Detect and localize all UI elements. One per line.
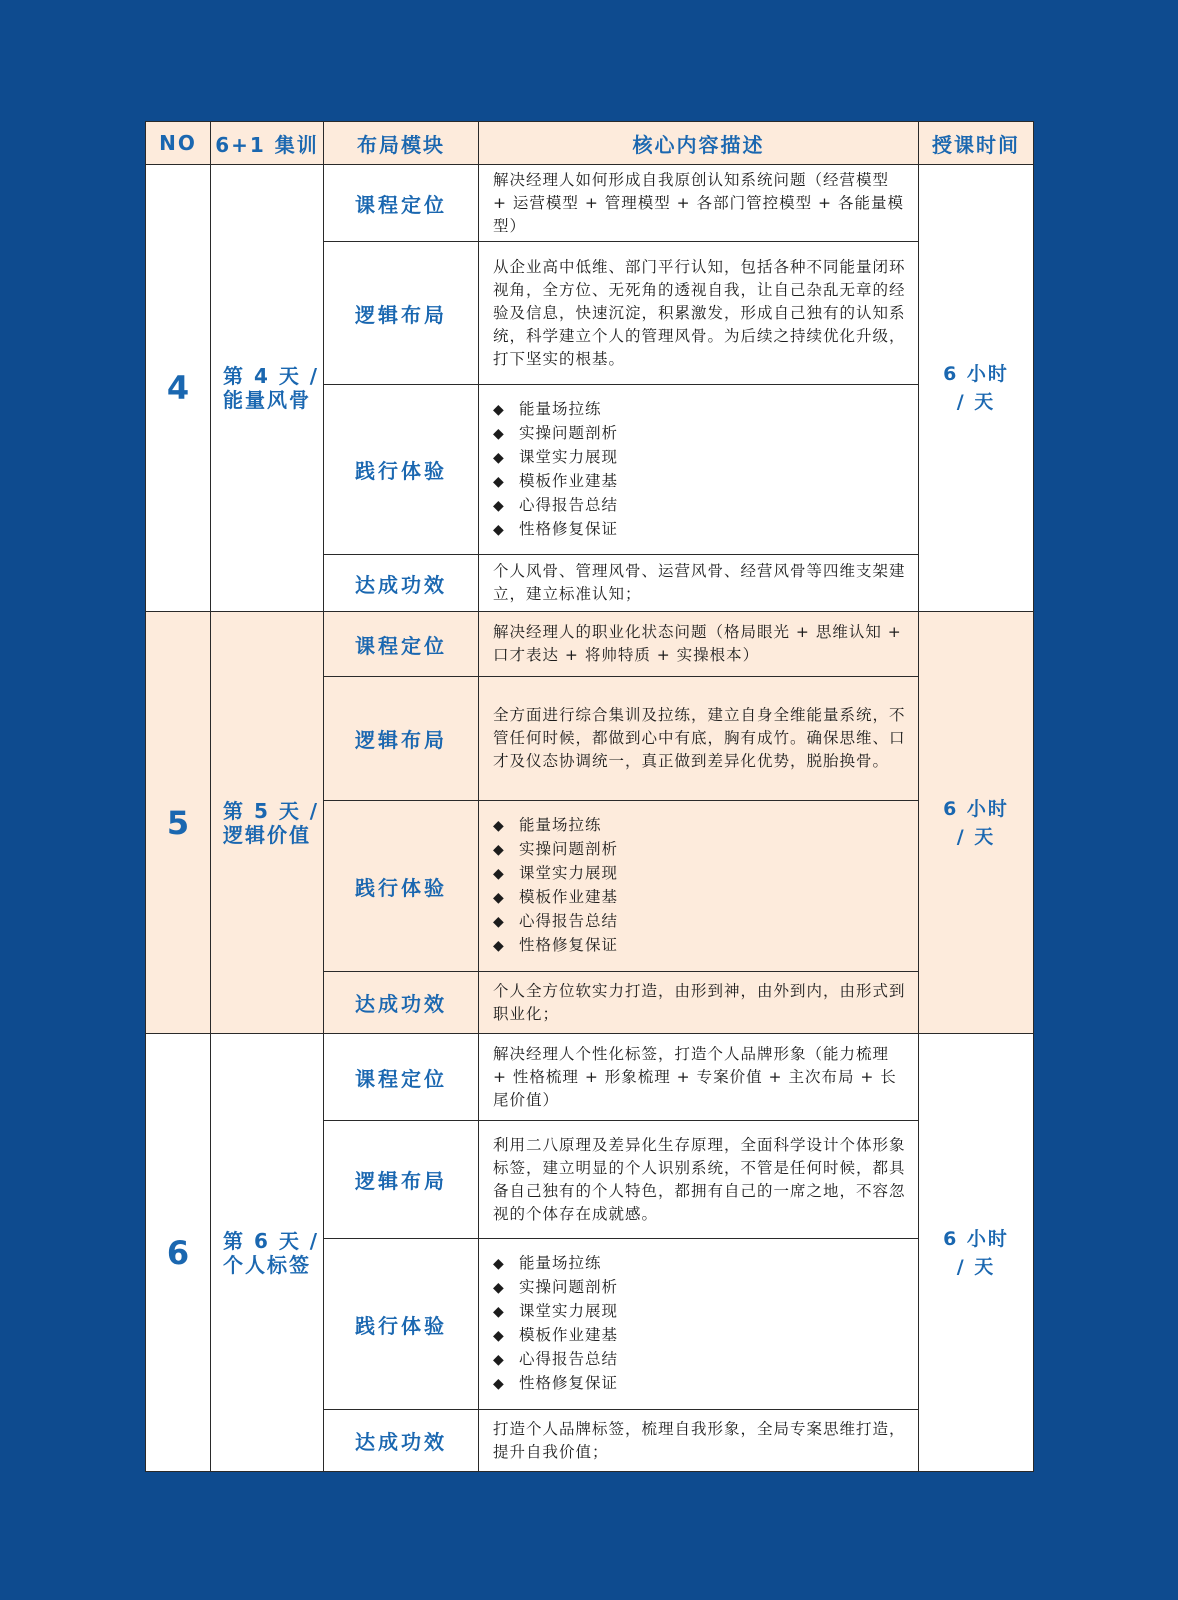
bullet-text: 实操问题剖析 (519, 423, 619, 442)
bullet-text: 能量场拉练 (519, 1254, 602, 1272)
diamond-bullet-icon: ◆ (493, 1256, 505, 1272)
module-description (479, 385, 919, 555)
diamond-bullet-icon: ◆ (493, 497, 505, 514)
day-title-line1: 第 6 天 / (223, 1228, 320, 1253)
diamond-bullet-icon: ◆ (493, 425, 505, 442)
diamond-bullet-icon: ◆ (493, 1304, 505, 1320)
module-name: 逻辑布局 (324, 242, 479, 385)
bullet-item (493, 422, 908, 446)
day-title (211, 165, 324, 612)
bullet-item (493, 838, 908, 862)
diamond-bullet-icon: ◆ (493, 938, 505, 954)
diamond-bullet-icon: ◆ (493, 449, 505, 466)
bullet-item (493, 1252, 908, 1276)
bullet-text: 心得报告总结 (519, 495, 619, 514)
bullet-text: 实操问题剖析 (519, 840, 619, 858)
module-name: 课程定位 (324, 612, 479, 677)
bullet-text: 实操问题剖析 (519, 1278, 619, 1296)
diamond-bullet-icon: ◆ (493, 521, 505, 538)
header-training: 6+1 集训 (211, 122, 324, 165)
day-number: 6 (146, 1034, 211, 1472)
module-description: 全方面进行综合集训及拉练，建立自身全维能量系统，不管任何时候，都做到心中有底，胸有成竹。确保思维、口才及仪态协调统一，真正做到差异化优势，脱胎换骨。 (479, 677, 919, 801)
duration (919, 612, 1034, 1034)
module-description: 个人风骨、管理风骨、运营风骨、经营风骨等四维支架建立，建立标准认知； (479, 555, 919, 612)
bullet-item (493, 398, 908, 422)
duration-line1: 6 小时 (943, 1227, 1009, 1250)
bullet-item (493, 446, 908, 470)
bullet-item (493, 1276, 908, 1300)
day-number: 4 (146, 165, 211, 612)
module-description: 解决经理人的职业化状态问题（格局眼光 + 思维认知 + 口才表达 + 将帅特质 + 实操根本） (479, 612, 919, 677)
bullet-item (493, 934, 908, 958)
day-title-line1: 第 4 天 / (223, 364, 320, 388)
day-title-line2: 逻辑价值 (223, 822, 311, 847)
diamond-bullet-icon: ◆ (493, 818, 505, 834)
bullet-text: 课堂实力展现 (519, 864, 619, 882)
bullet-item (493, 1372, 908, 1396)
module-description: 解决经理人个性化标签，打造个人品牌形象（能力梳理 + 性格梳理 + 形象梳理 + 专案价值 + 主次布局 + 长尾价值） (479, 1034, 919, 1121)
diamond-bullet-icon: ◆ (493, 842, 505, 858)
duration-line2: / 天 (956, 1255, 996, 1278)
bullet-item (493, 886, 908, 910)
header-no: NO (146, 122, 211, 165)
module-description (479, 1239, 919, 1410)
module-name: 达成功效 (324, 1410, 479, 1472)
module-name: 达成功效 (324, 972, 479, 1034)
bullet-item (493, 494, 908, 518)
bullet-item (493, 862, 908, 886)
bullet-text: 模板作业建基 (519, 888, 619, 906)
bullet-item (493, 470, 908, 494)
module-description: 解决经理人如何形成自我原创认知系统问题（经营模型 + 运营模型 + 管理模型 + 各部门管控模型 + 各能量模型） (479, 165, 919, 242)
module-description: 从企业高中低维、部门平行认知，包括各种不同能量闭环视角，全方位、无死角的透视自我，让自己杂乱无章的经验及信息，快速沉淀，积累激发，形成自己独有的认知系统，科学建立个人的管理风骨。为后续之持续优化升级，打下坚实的根基。 (479, 242, 919, 385)
module-description: 打造个人品牌标签，梳理自我形象，全局专案思维打造，提升自我价值； (479, 1410, 919, 1472)
bullet-item (493, 518, 908, 542)
day-title (211, 1034, 324, 1472)
module-name: 践行体验 (324, 801, 479, 972)
diamond-bullet-icon: ◆ (493, 1352, 505, 1368)
table-row (146, 1034, 1034, 1121)
diamond-bullet-icon: ◆ (493, 473, 505, 490)
module-name: 课程定位 (324, 165, 479, 242)
duration (919, 1034, 1034, 1472)
module-name: 达成功效 (324, 555, 479, 612)
duration-line1: 6 小时 (943, 797, 1009, 820)
bullet-item (493, 1348, 908, 1372)
table-header-row (146, 122, 1034, 165)
module-name: 课程定位 (324, 1034, 479, 1121)
day-title-line2: 个人标签 (223, 1252, 311, 1277)
day-title-line1: 第 5 天 / (223, 798, 320, 823)
header-module: 布局模块 (324, 122, 479, 165)
header-duration: 授课时间 (919, 122, 1034, 165)
duration-line2: / 天 (956, 391, 996, 413)
bullet-text: 课堂实力展现 (519, 1302, 619, 1320)
bullet-text: 性格修复保证 (519, 936, 619, 954)
duration-line1: 6 小时 (943, 363, 1009, 385)
module-name: 逻辑布局 (324, 1121, 479, 1239)
module-name: 践行体验 (324, 385, 479, 555)
duration (919, 165, 1034, 612)
bullet-text: 模板作业建基 (519, 471, 619, 490)
bullet-text: 模板作业建基 (519, 1326, 619, 1344)
diamond-bullet-icon: ◆ (493, 914, 505, 930)
bullet-text: 性格修复保证 (519, 519, 619, 538)
bullet-item (493, 1324, 908, 1348)
day-title (211, 612, 324, 1034)
bullet-text: 性格修复保证 (519, 1374, 619, 1392)
module-description: 利用二八原理及差异化生存原理，全面科学设计个体形象标签，建立明显的个人识别系统，不管是任何时候，都具备自己独有的个人特色，都拥有自己的一席之地，不容忽视的个体存在成就感。 (479, 1121, 919, 1239)
header-description: 核心内容描述 (479, 122, 919, 165)
module-name: 践行体验 (324, 1239, 479, 1410)
table-row (146, 612, 1034, 677)
bullet-item (493, 1300, 908, 1324)
bullet-text: 能量场拉练 (519, 399, 602, 418)
diamond-bullet-icon: ◆ (493, 1280, 505, 1296)
bullet-text: 能量场拉练 (519, 816, 602, 834)
module-name: 逻辑布局 (324, 677, 479, 801)
table-body (146, 165, 1034, 1472)
bullet-item (493, 814, 908, 838)
table-row (146, 165, 1034, 242)
bullet-text: 心得报告总结 (519, 912, 619, 930)
diamond-bullet-icon: ◆ (493, 1328, 505, 1344)
course-schedule-table (145, 121, 1034, 1472)
module-description: 个人全方位软实力打造，由形到神，由外到内，由形式到职业化； (479, 972, 919, 1034)
bullet-text: 心得报告总结 (519, 1350, 619, 1368)
module-description (479, 801, 919, 972)
diamond-bullet-icon: ◆ (493, 890, 505, 906)
diamond-bullet-icon: ◆ (493, 401, 505, 418)
bullet-item (493, 910, 908, 934)
duration-line2: / 天 (956, 825, 996, 848)
bullet-text: 课堂实力展现 (519, 447, 619, 466)
diamond-bullet-icon: ◆ (493, 1376, 505, 1392)
day-title-line2: 能量风骨 (223, 388, 311, 412)
day-number: 5 (146, 612, 211, 1034)
diamond-bullet-icon: ◆ (493, 866, 505, 882)
